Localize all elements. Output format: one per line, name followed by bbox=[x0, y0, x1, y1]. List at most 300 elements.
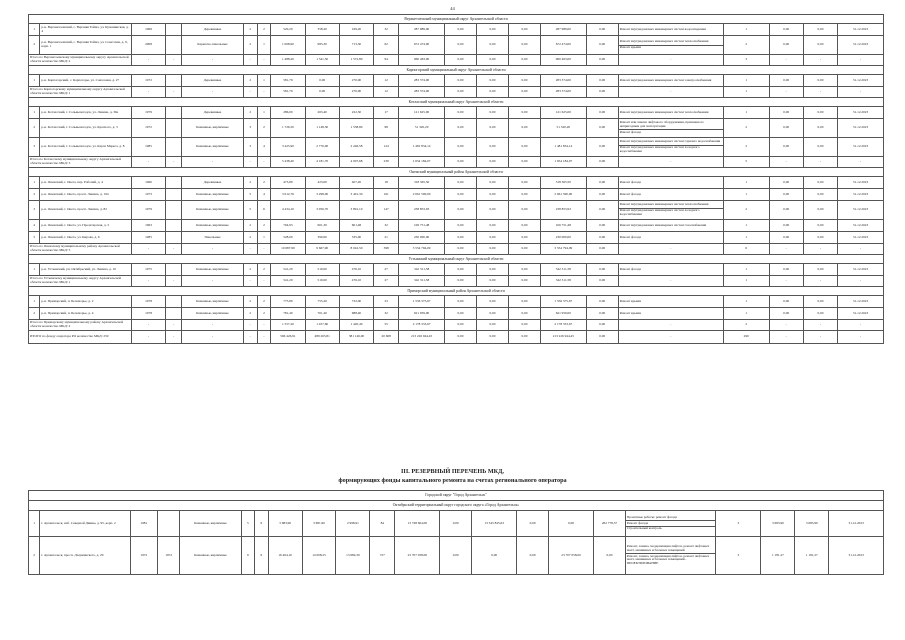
deadline: 31.12.2023 bbox=[829, 511, 884, 537]
dash: - bbox=[166, 87, 182, 98]
works-cell bbox=[618, 220, 723, 232]
total-area: 581,79 bbox=[271, 75, 305, 87]
living-area: 390,00 bbox=[305, 232, 339, 244]
build-year: 1972 bbox=[131, 119, 165, 138]
row-number: 2 bbox=[29, 308, 40, 320]
fund-other: 0,00 bbox=[586, 119, 618, 138]
total-area: 566 426,91 bbox=[271, 331, 305, 344]
fund-owners: 51 320,20 bbox=[540, 119, 586, 138]
dash: - bbox=[182, 320, 244, 331]
limit-cost: 0,00 bbox=[803, 308, 837, 320]
floors: 2 bbox=[243, 308, 257, 320]
living-area: 3 681,90 bbox=[302, 511, 336, 537]
floors: 2 bbox=[243, 75, 257, 87]
row-number: 1 bbox=[29, 177, 40, 189]
living-area: 2 770,00 bbox=[305, 138, 339, 157]
owned-area: 476,10 bbox=[339, 276, 373, 287]
reserve-heading: III. РЕЗЕРВНЫЙ ПЕРЕЧЕНЬ МКД, bbox=[401, 468, 504, 475]
fund-owners: 287 989,00 bbox=[540, 24, 586, 36]
owned-area: 169,20 bbox=[339, 24, 373, 36]
dash: - bbox=[182, 276, 244, 287]
fund-local: 0,00 bbox=[508, 220, 540, 232]
section-title: Устьянский муниципальный округ Архангельской области bbox=[29, 255, 884, 264]
table-row bbox=[29, 232, 884, 244]
entrances: 2 bbox=[257, 177, 271, 189]
residents: 20 608 bbox=[374, 331, 399, 344]
total-area: 775,80 bbox=[271, 296, 305, 308]
unit-cost: 0,00 bbox=[769, 24, 803, 36]
unit-cost: 0,00 bbox=[769, 75, 803, 87]
work-item: Ремонт фасада bbox=[626, 520, 715, 526]
fund-owners: 121 625,00 bbox=[540, 107, 586, 119]
row-number: 2 bbox=[29, 537, 40, 575]
owned-area: 13 684,30 bbox=[336, 537, 370, 575]
build-year: 1973 bbox=[131, 189, 165, 201]
works-cell bbox=[618, 138, 723, 157]
total-row bbox=[29, 87, 884, 98]
total-area: 528,00 bbox=[271, 232, 305, 244]
dash: - bbox=[838, 276, 884, 287]
owned-area: 1 420,40 bbox=[339, 320, 373, 331]
dash: - bbox=[769, 87, 803, 98]
fund-owners: 0,00 bbox=[548, 511, 593, 537]
wall-material: Деревянные bbox=[182, 177, 244, 189]
fund-federal: 0,00 bbox=[444, 201, 476, 220]
residents: 62 bbox=[374, 36, 399, 55]
table-row bbox=[29, 36, 884, 55]
fund-local: 0,00 bbox=[508, 119, 540, 138]
fund-federal: 0,00 bbox=[444, 308, 476, 320]
entrances: 1 bbox=[257, 36, 271, 55]
dash: - bbox=[769, 331, 803, 344]
total-area: 781,40 bbox=[271, 308, 305, 320]
dash: - bbox=[243, 320, 257, 331]
cost-total: 960 463,00 bbox=[399, 55, 445, 66]
owned-area: 1 572,80 bbox=[339, 55, 373, 66]
address: р-н. Верхнетоемский, с. Верхняя Тойма, ул. Советская, д. 9, корп. 1 bbox=[40, 36, 131, 55]
repair-year bbox=[166, 75, 182, 87]
fund-local: 0,00 bbox=[508, 232, 540, 244]
address: р-н. Онежский, г. Онега, ул. Кирова, д. 6 bbox=[40, 232, 131, 244]
works-cell bbox=[618, 189, 723, 201]
build-year: 1972 bbox=[131, 75, 165, 87]
table-row bbox=[29, 264, 884, 276]
fund-regional: 0,00 bbox=[476, 220, 508, 232]
cost-total: 342 311,58 bbox=[399, 276, 445, 287]
work-count: 2 bbox=[723, 320, 769, 331]
dash: - bbox=[182, 244, 244, 255]
owned-area: 2 246,58 bbox=[339, 138, 373, 157]
entrances: 4 bbox=[257, 189, 271, 201]
section-header bbox=[29, 287, 884, 296]
total-area: 3 683,90 bbox=[268, 511, 302, 537]
floors: 2 bbox=[243, 264, 257, 276]
address: р-н. Котласский, г. Сольвычегодск, ул. Карла Маркса, д. 8 bbox=[40, 138, 131, 157]
repair-year bbox=[166, 24, 182, 36]
repair-year bbox=[166, 189, 182, 201]
dash: - bbox=[803, 320, 837, 331]
cost-total: 51 320,20 bbox=[399, 119, 445, 138]
total-area: 4 434,10 bbox=[271, 201, 305, 220]
deadline: 31.12.2023 bbox=[838, 177, 884, 189]
table-row bbox=[29, 24, 884, 36]
fund-other: 0,00 bbox=[586, 308, 618, 320]
work-item: Ремонт внутридомовых инженерных систем электроснабжения bbox=[619, 77, 712, 82]
floors: 3 bbox=[243, 138, 257, 157]
fund-other: 0,00 bbox=[586, 189, 618, 201]
fund-other: 0,00 bbox=[586, 75, 618, 87]
wall-material: Каменные, кирпичные bbox=[180, 537, 241, 575]
build-year: 1960 bbox=[131, 177, 165, 189]
fund-regional: 0,00 bbox=[476, 331, 508, 344]
dash: - bbox=[166, 331, 182, 344]
dash: - bbox=[838, 244, 884, 255]
work-count: 1 bbox=[723, 232, 769, 244]
limit-cost: 0,00 bbox=[803, 36, 837, 55]
reserve-table bbox=[28, 490, 884, 575]
total-row bbox=[29, 320, 884, 331]
dash: - bbox=[257, 87, 271, 98]
cost-total: 1 481 834,14 bbox=[399, 138, 445, 157]
fund-other: 0,00 bbox=[586, 36, 618, 55]
fund-local: 0,00 bbox=[508, 320, 540, 331]
fund-other: 0,00 bbox=[586, 264, 618, 276]
cost-total: 672 474,00 bbox=[399, 36, 445, 55]
residents: 17 bbox=[374, 107, 399, 119]
dash: - bbox=[257, 331, 271, 344]
reserve-subdistrict: Октябрьский территориальный округ городского округа «Город Архангельск» bbox=[29, 501, 884, 511]
row-number: 3 bbox=[29, 138, 40, 157]
dash: - bbox=[182, 157, 244, 168]
work-item: Ремонт крыши bbox=[619, 298, 642, 303]
limit-cost: 0,00 bbox=[803, 177, 837, 189]
works-cell bbox=[618, 75, 723, 87]
work-item: Ремонт или замена лифтового оборудования, признанного непригодным для эксплуатации bbox=[619, 120, 704, 129]
owned-area: 222,30 bbox=[339, 107, 373, 119]
wall-material: Каменные, кирпичные bbox=[182, 189, 244, 201]
fund-regional: 0,00 bbox=[476, 308, 508, 320]
section-title: Онежский муниципальный район Архангельской области bbox=[29, 168, 884, 177]
residents: 21 bbox=[374, 232, 399, 244]
cost-total: 283 374,00 bbox=[399, 75, 445, 87]
dash: - bbox=[131, 331, 165, 344]
works-cell bbox=[618, 308, 723, 320]
entrances: 2 bbox=[257, 24, 271, 36]
work-item: Ремонт фасада bbox=[619, 129, 723, 135]
fund-other: 0,00 bbox=[594, 537, 626, 575]
total-area: 16 464,10 bbox=[268, 537, 302, 575]
work-count: 3 bbox=[716, 537, 761, 575]
dash: - bbox=[182, 331, 244, 344]
repair-year bbox=[166, 220, 182, 232]
fund-local: 0,00 bbox=[508, 177, 540, 189]
entrances: 6 bbox=[257, 201, 271, 220]
deadline: 31.12.2023 bbox=[838, 138, 884, 157]
repair-year bbox=[166, 107, 182, 119]
dash: - bbox=[166, 55, 182, 66]
residents: 32 bbox=[374, 24, 399, 36]
residents: 27 bbox=[374, 276, 399, 287]
residents: 32 bbox=[374, 308, 399, 320]
fund-other: 0,00 bbox=[586, 220, 618, 232]
cost-total: 13 748 604,00 bbox=[395, 511, 440, 537]
floors: 5 bbox=[243, 189, 257, 201]
fund-federal: 0,00 bbox=[444, 276, 476, 287]
dash: - bbox=[803, 87, 837, 98]
fund-other: 262 778,37 bbox=[594, 511, 626, 537]
living-area: 755,20 bbox=[305, 296, 339, 308]
row-number: 2 bbox=[29, 189, 40, 201]
living-area: 358,20 bbox=[305, 24, 339, 36]
fund-owners: 283 374,00 bbox=[540, 75, 586, 87]
row-number: 4 bbox=[29, 220, 40, 232]
cost-total: 3 554 794,09 bbox=[399, 244, 445, 255]
fund-owners: 283 374,00 bbox=[540, 87, 586, 98]
residents: 727 bbox=[370, 537, 395, 575]
dash: - bbox=[618, 55, 723, 66]
limit-cost: 0,00 bbox=[803, 296, 837, 308]
work-item: Ремонт, замена, модернизация лифтов, ремонт лифтовых шахт, машинных и блочных помещений - ПРОЕКТИРОВАНИЕ bbox=[626, 553, 715, 567]
address: р-н. Онежский, г. Онега, просп. Ленина, д. 194 bbox=[40, 189, 131, 201]
unit-cost: 0,00 bbox=[769, 232, 803, 244]
owned-area: 1 538,80 bbox=[339, 119, 373, 138]
wall-material: Каркасно-панельные bbox=[182, 36, 244, 55]
living-area: 510,00 bbox=[305, 264, 339, 276]
dash: - bbox=[182, 55, 244, 66]
limit-cost: 0,00 bbox=[803, 220, 837, 232]
fund-local: 0,00 bbox=[508, 201, 540, 220]
work-count: 1 bbox=[723, 189, 769, 201]
address: р-н. Устьянский, рп. Октябрьский, ул. Ленина, д. 10 bbox=[40, 264, 131, 276]
table-row bbox=[29, 138, 884, 157]
total-row bbox=[29, 331, 884, 344]
limit-cost: 0,00 bbox=[803, 107, 837, 119]
build-year: 1985 bbox=[131, 138, 165, 157]
unit-cost: 0,00 bbox=[769, 189, 803, 201]
owned-area: 601,48 bbox=[339, 220, 373, 232]
deadline: 31.12.2023 bbox=[838, 189, 884, 201]
deadline: 31.12.2023 bbox=[838, 264, 884, 276]
floors: 2 bbox=[243, 177, 257, 189]
entrances: 1 bbox=[257, 107, 271, 119]
work-count: 1 bbox=[723, 308, 769, 320]
wall-material: Деревянные bbox=[182, 24, 244, 36]
fund-regional: 0,00 bbox=[476, 138, 508, 157]
work-item: Ремонт внутридомовых инженерных систем теплоснабжения bbox=[619, 39, 709, 44]
fund-federal: 0,00 bbox=[444, 189, 476, 201]
owned-area: 8 042,50 bbox=[339, 244, 373, 255]
fund-local: 0,00 bbox=[517, 537, 549, 575]
total-label: Итого по Котласскому муниципальному округу Архангельской области количество МКД: 3 bbox=[29, 157, 132, 168]
work-item: Ремонт внутридомовых инженерных систем холодного водоснабжения bbox=[619, 208, 723, 218]
build-year: 1978 bbox=[131, 296, 165, 308]
total-area: 1 068,90 bbox=[271, 36, 305, 55]
fund-regional: 0,00 bbox=[476, 75, 508, 87]
living-area: 510,00 bbox=[305, 276, 339, 287]
fund-owners: 238 853,93 bbox=[540, 201, 586, 220]
unit-cost: 0,00 bbox=[769, 107, 803, 119]
repair-year bbox=[166, 264, 182, 276]
dash: - bbox=[243, 244, 257, 255]
table-row bbox=[29, 189, 884, 201]
cost-total: 1 654 184,07 bbox=[399, 157, 445, 168]
total-label: Итого по Приморскому муниципальному району Архангельской области количество МКД: 2 bbox=[29, 320, 132, 331]
fund-regional: 0,00 bbox=[476, 177, 508, 189]
living-area: 983,30 bbox=[305, 36, 339, 55]
wall-material: Каменные, кирпичные bbox=[182, 201, 244, 220]
work-item: Строительный контроль bbox=[626, 526, 715, 532]
repair-year bbox=[157, 511, 180, 537]
unit-cost: 0,00 bbox=[769, 220, 803, 232]
owned-area: 3 401,30 bbox=[339, 189, 373, 201]
work-count: 3 bbox=[716, 511, 761, 537]
total-row bbox=[29, 55, 884, 66]
dash: - bbox=[166, 157, 182, 168]
limit-cost: 0,00 bbox=[803, 138, 837, 157]
fund-federal: 0,00 bbox=[444, 177, 476, 189]
owned-area: 335,00 bbox=[339, 232, 373, 244]
fund-local: 0,00 bbox=[508, 244, 540, 255]
fund-federal: 0,00 bbox=[444, 55, 476, 66]
dash: - bbox=[838, 157, 884, 168]
fund-local: 0,00 bbox=[508, 138, 540, 157]
living-area: 0,00 bbox=[305, 75, 339, 87]
fund-federal: 0,00 bbox=[444, 36, 476, 55]
limit-cost: 1 181,27 bbox=[795, 537, 829, 575]
deadline: 31.12.2023 bbox=[838, 201, 884, 220]
work-item: Ремонт крыши bbox=[619, 310, 642, 315]
dash: - bbox=[166, 320, 182, 331]
fund-federal: 0,00 bbox=[444, 296, 476, 308]
fund-regional: 0,00 bbox=[476, 24, 508, 36]
table-row bbox=[29, 75, 884, 87]
works-cell bbox=[618, 177, 723, 189]
work-item: Проектные работы: ремонт фасада bbox=[626, 514, 678, 519]
table-row bbox=[29, 308, 884, 320]
row-number: 1 bbox=[29, 75, 40, 87]
floors: 3 bbox=[243, 119, 257, 138]
total-area: 3 425,90 bbox=[271, 138, 305, 157]
total-area: 1 557,20 bbox=[271, 320, 305, 331]
dash: - bbox=[803, 331, 837, 344]
fund-federal: 0,00 bbox=[444, 87, 476, 98]
table-row bbox=[29, 119, 884, 138]
floors: 2 bbox=[243, 36, 257, 55]
fund-regional: 0,00 bbox=[472, 537, 517, 575]
fund-federal: 0,00 bbox=[444, 264, 476, 276]
deadline: 31.12.2023 bbox=[829, 537, 884, 575]
fund-federal: 0,00 bbox=[444, 220, 476, 232]
total-area: 541,20 bbox=[271, 264, 305, 276]
entrances: 2 bbox=[257, 308, 271, 320]
repair-year bbox=[166, 308, 182, 320]
fund-federal: 0,00 bbox=[444, 138, 476, 157]
fund-federal: 0,00 bbox=[444, 320, 476, 331]
dash: - bbox=[618, 276, 723, 287]
dash: - bbox=[131, 244, 165, 255]
cost-total: 283 374,00 bbox=[399, 87, 445, 98]
work-item: Ремонт внутридомовых инженерных систем теплоснабжения bbox=[619, 109, 709, 114]
fund-other: 0,00 bbox=[586, 87, 618, 98]
repair-year bbox=[166, 201, 182, 220]
dash: - bbox=[803, 276, 837, 287]
entrances: 2 bbox=[257, 264, 271, 276]
fund-federal: 0,00 bbox=[444, 331, 476, 344]
total-area: 1 726,50 bbox=[271, 119, 305, 138]
address: г. Архангельск, наб. Северной Двины, д. 95, корп. 2 bbox=[40, 511, 130, 537]
section-title: Карпогорский муниципальный округ Архангельской области bbox=[29, 66, 884, 75]
dash: - bbox=[243, 331, 257, 344]
dash: - bbox=[131, 55, 165, 66]
fund-owners: 2 178 333,67 bbox=[540, 320, 586, 331]
fund-other: 0,00 bbox=[586, 177, 618, 189]
work-count: 1 bbox=[723, 296, 769, 308]
limit-cost: 3 683,90 bbox=[795, 511, 829, 537]
fund-other: 0,00 bbox=[586, 55, 618, 66]
owned-area: 688,40 bbox=[339, 308, 373, 320]
row-number: 1 bbox=[29, 296, 40, 308]
section-title: Верхнетоемский муниципальный округ Архангельской области bbox=[29, 15, 884, 24]
work-item: Ремонт фасада bbox=[619, 179, 642, 184]
dash: - bbox=[803, 55, 837, 66]
living-area: 701,40 bbox=[305, 308, 339, 320]
residents: 84 bbox=[370, 511, 395, 537]
address: р-н. Котласский, г. Сольвычегодск, ул. Красного, д. 3 bbox=[40, 119, 131, 138]
address: р-н. Верхнетоемский, с. Верхняя Тойма, ул. Кулешинская, д. 4 bbox=[40, 24, 131, 36]
owned-area: 407,20 bbox=[339, 177, 373, 189]
dash: - bbox=[131, 276, 165, 287]
wall-material: Каменные, кирпичные bbox=[182, 220, 244, 232]
living-area: 601,30 bbox=[305, 220, 339, 232]
cost-total: 213 226 944,45 bbox=[399, 331, 445, 344]
unit-cost: 0,00 bbox=[769, 36, 803, 55]
residents: 23 bbox=[374, 296, 399, 308]
owned-area: 381 146,00 bbox=[339, 331, 373, 344]
total-row bbox=[29, 157, 884, 168]
living-area: 4 181,70 bbox=[305, 157, 339, 168]
unit-cost: 3 683,90 bbox=[761, 511, 795, 537]
living-area: 3 956,70 bbox=[305, 201, 339, 220]
cost-total: 106 751,48 bbox=[399, 220, 445, 232]
work-count: 2 bbox=[723, 201, 769, 220]
entrances: 2 bbox=[257, 119, 271, 138]
dash: - bbox=[243, 157, 257, 168]
dash: - bbox=[769, 320, 803, 331]
dash: - bbox=[838, 87, 884, 98]
fund-local: 0,00 bbox=[508, 75, 540, 87]
dash: - bbox=[838, 55, 884, 66]
cost-total: 342 311,58 bbox=[399, 264, 445, 276]
fund-owners: 2 661 590,00 bbox=[540, 189, 586, 201]
fund-other: 0,00 bbox=[586, 232, 618, 244]
repair-year bbox=[166, 36, 182, 55]
address: р-н. Онежский, г. Онега, ул. Пролетарская, д. 3 bbox=[40, 220, 131, 232]
residents: 124 bbox=[374, 138, 399, 157]
section-header bbox=[29, 255, 884, 264]
repair-year bbox=[166, 232, 182, 244]
work-count: 1 bbox=[723, 264, 769, 276]
fund-regional: 0,00 bbox=[476, 201, 508, 220]
living-area: 1 457,60 bbox=[305, 320, 339, 331]
cost-total: 287 989,00 bbox=[399, 24, 445, 36]
residents: 161 bbox=[374, 189, 399, 201]
fund-local: 0,00 bbox=[508, 87, 540, 98]
row-number: 2 bbox=[29, 119, 40, 138]
fund-local: 0,00 bbox=[508, 36, 540, 55]
unit-cost: 1 181,27 bbox=[761, 537, 795, 575]
fund-local: 0,00 bbox=[508, 331, 540, 344]
work-item: Ремонт внутридомовых инженерных систем газоснабжения bbox=[619, 222, 707, 227]
